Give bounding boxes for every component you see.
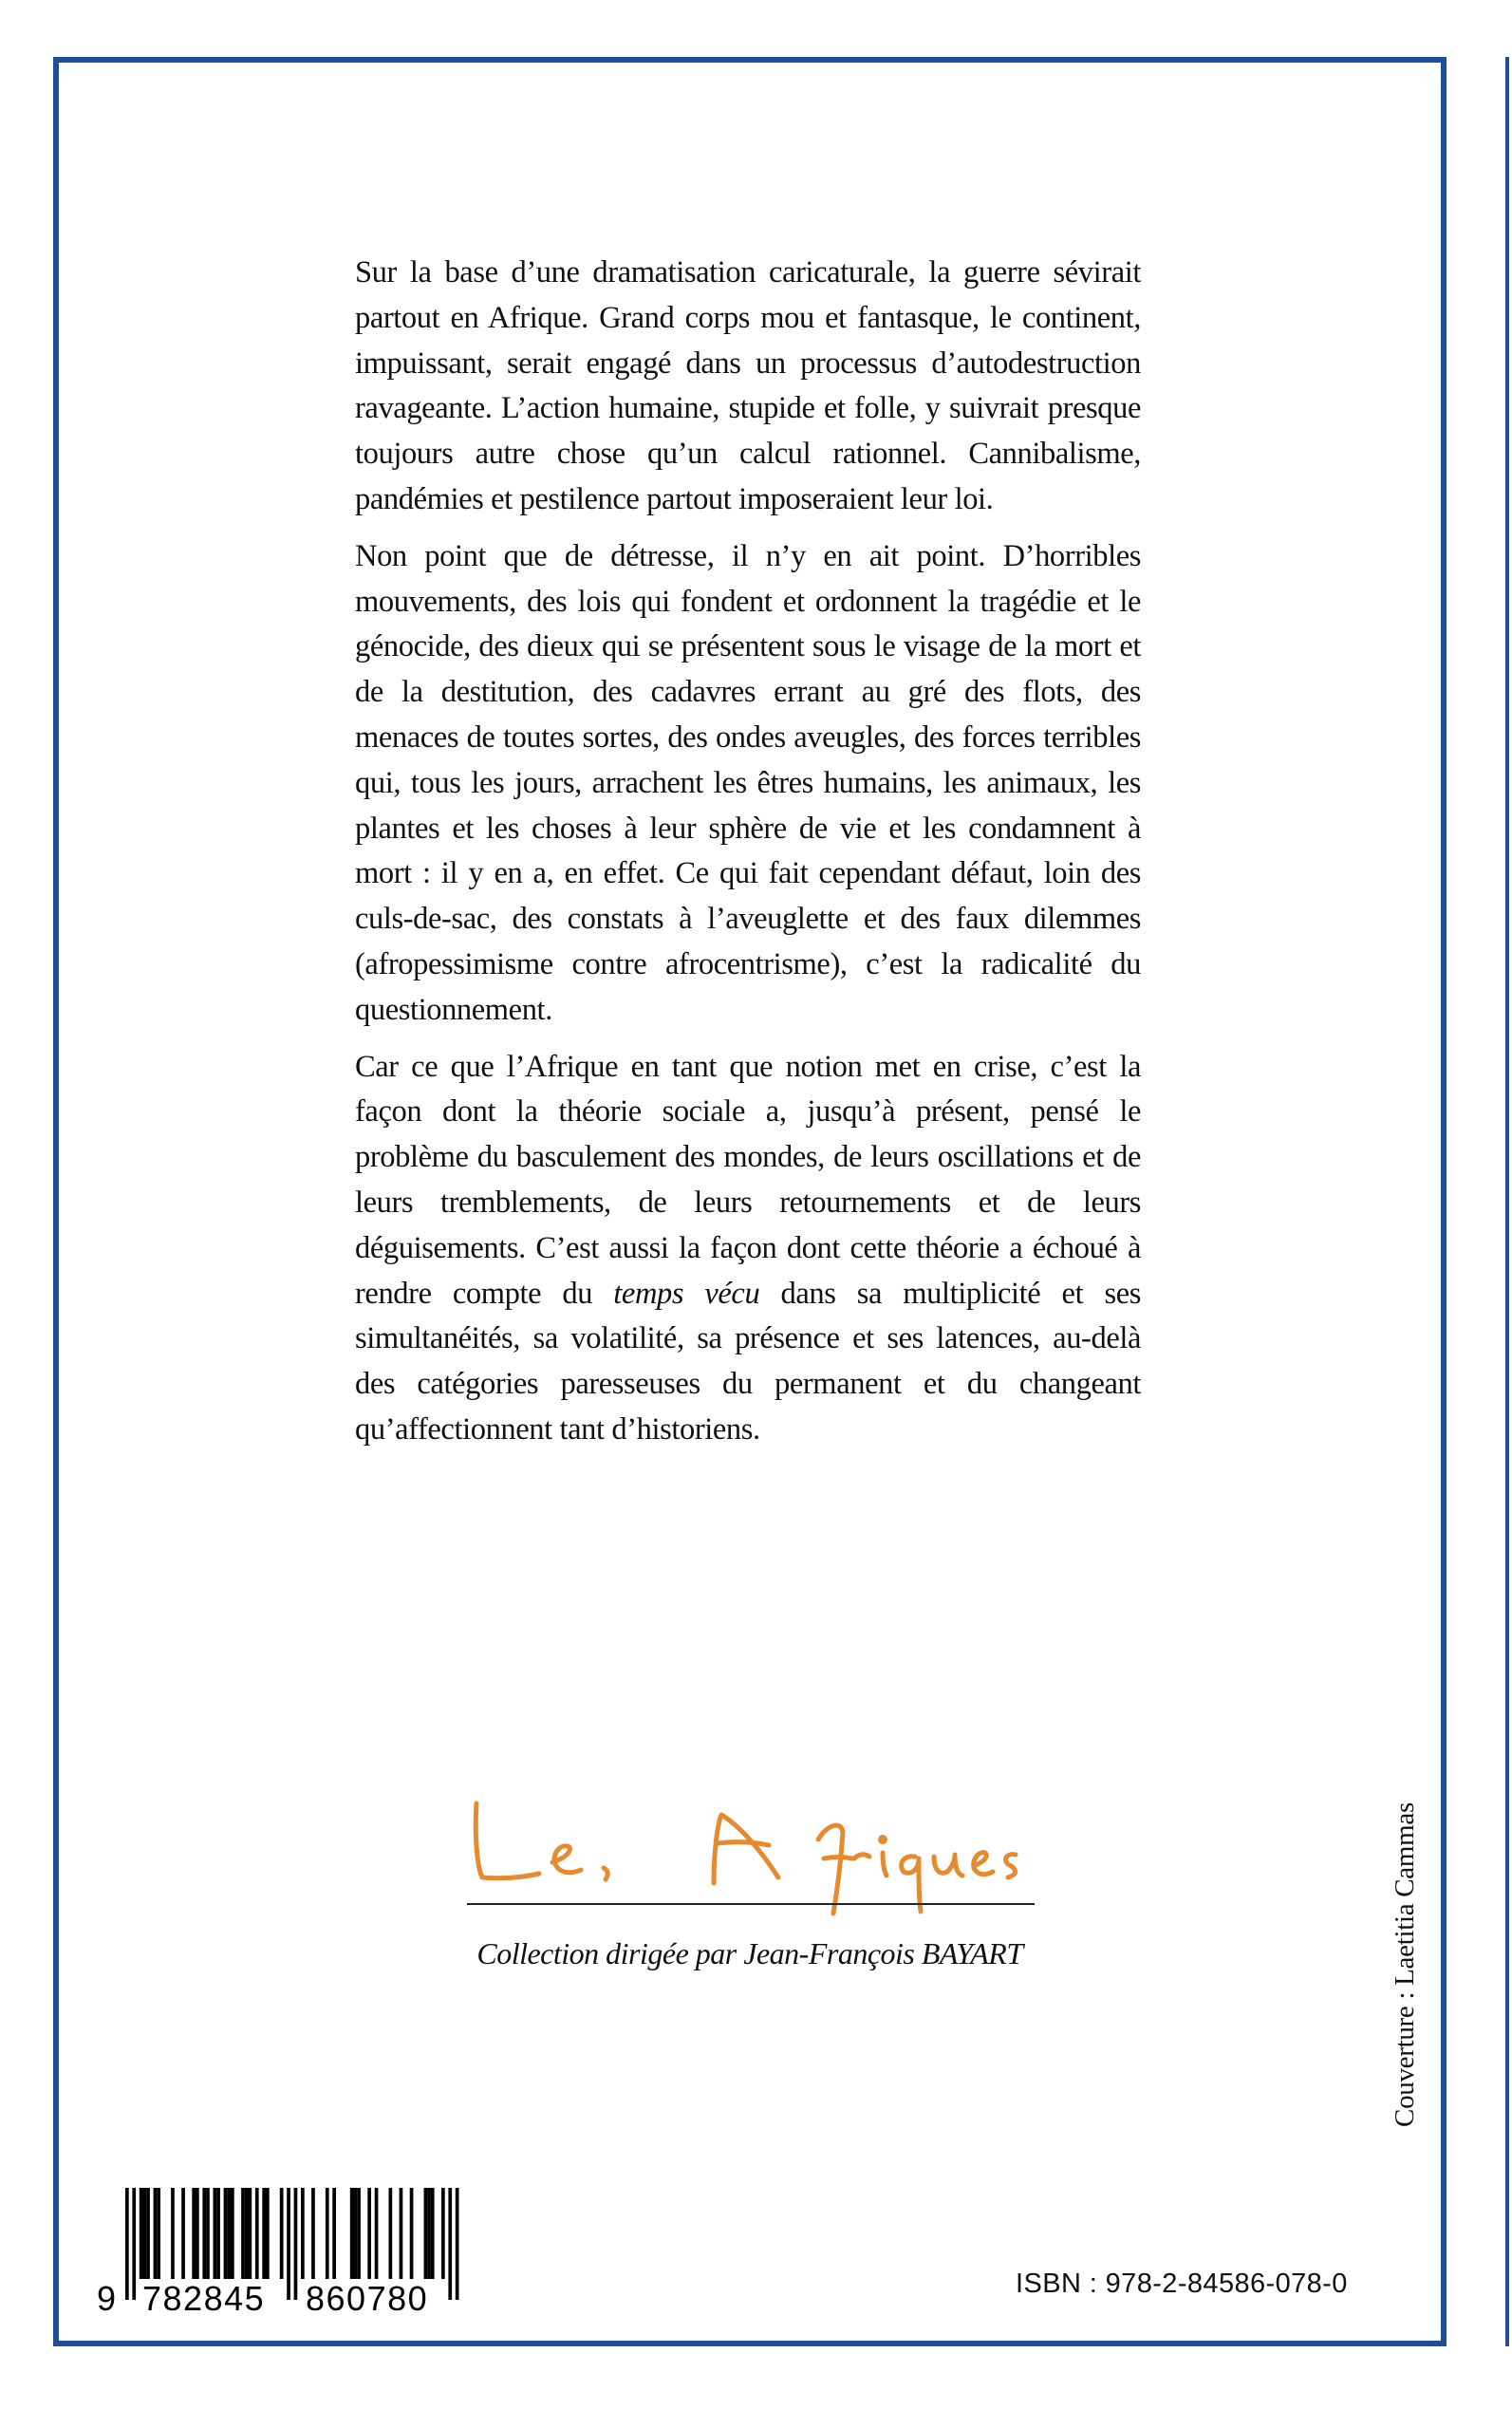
- barcode-left-group: 782845: [142, 2279, 266, 2318]
- paragraph-3-end: dans sa multiplicité et ses simultanéités, sa volatilité, sa présence et ses latences, au-delà des catégories paresseuses du permanent et du changeant qu’affectionnent tant d’historiens.: [355, 1276, 1141, 1447]
- collection-logo: [465, 1784, 1035, 1917]
- cover-credit: Couverture : Laetitia Cammas: [1390, 1802, 1420, 2127]
- spine-edge: [1505, 57, 1509, 2346]
- barcode: [99, 2188, 478, 2316]
- logo-underline: [467, 1903, 1035, 1905]
- paragraph-3-start: Car ce que l’Afrique en tant que notion met en crise, c’est la façon dont la théorie sociale a, jusqu’à présent, pensé le problème du basculement des mondes, de leurs oscillations et de leurs tremblements, de leurs retournements et de leurs déguisements. C’est aussi la façon dont cette théorie a échoué à rendre compte du: [355, 1049, 1141, 1311]
- paragraph-3: [355, 1045, 1141, 1453]
- barcode-digits: [99, 2188, 478, 2316]
- paragraph-2: Non point que de détresse, il n’y en ait point. D’horribles mouvements, des lois qui fondent et ordonnent la tragédie et le génocide, des dieux qui se présentent sous le visage de la mort et de la destitution, des cadavres errant au gré des flots, des menaces de toutes sortes, des ondes aveugles, des forces terribles qui, tous les jours, arrachent les êtres humains, les animaux, les plantes et les choses à leur sphère de vie et les condamnent à mort : il y en a, en effet. Ce qui fait cependant défaut, loin des culs-de-sac, des constats à l’aveuglette et des faux dilemmes (afropessimisme contre afrocentrisme), c’est la radicalité du questionnement.: [355, 538, 1141, 1027]
- paragraph-1: Sur la base d’une dramatisation caricaturale, la guerre sévirait partout en Afrique. Grand corps mou et fantasque, le continent, impuissant, serait engagé dans un processus d’autodestruction ravageante. L’action humaine, stupide et folle, y suivrait presque toujours autre chose qu’un calcul rationnel. Cannibalisme, pandémies et pestilence partout imposeraient leur loi.: [355, 255, 1141, 516]
- back-cover-text: [355, 251, 1141, 1465]
- isbn-number: ISBN : 978-2-84586-078-0: [1016, 2269, 1348, 2299]
- paragraph-3-italic: temps vécu: [613, 1276, 760, 1311]
- collection-director: Collection dirigée par Jean-François BAYART: [476, 1936, 1023, 1970]
- barcode-right-group: 860780: [306, 2279, 429, 2318]
- barcode-lead-digit: 9: [97, 2279, 118, 2318]
